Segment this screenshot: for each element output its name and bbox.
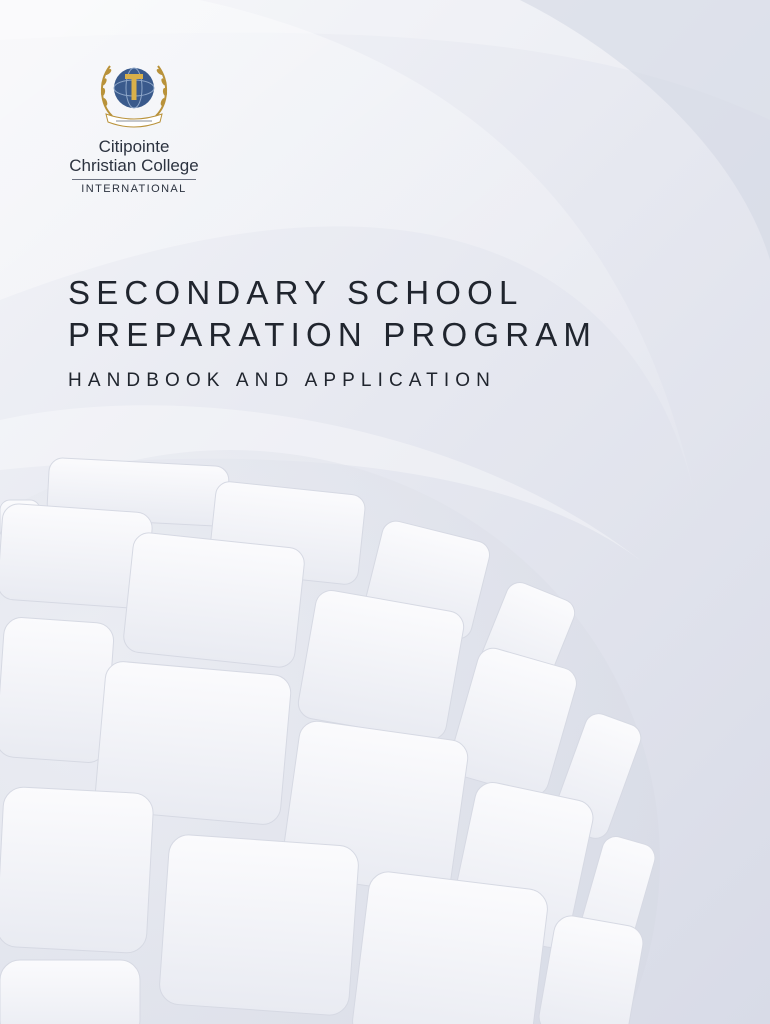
college-logo: [64, 52, 204, 195]
logo-name-line3: INTERNATIONAL: [81, 183, 187, 195]
logo-name-line1: Citipointe: [98, 137, 170, 156]
logo-divider: [72, 179, 196, 180]
title-line-1: SECONDARY SCHOOL: [68, 274, 524, 311]
globe-tiles: [0, 457, 658, 1024]
logo-name-line2: Christian College: [69, 156, 199, 175]
cover-title-block: [68, 272, 597, 392]
title-line-2: PREPARATION PROGRAM: [68, 316, 598, 353]
crest-icon: [92, 52, 176, 132]
cover-subtitle: HANDBOOK AND APPLICATION: [68, 370, 496, 391]
